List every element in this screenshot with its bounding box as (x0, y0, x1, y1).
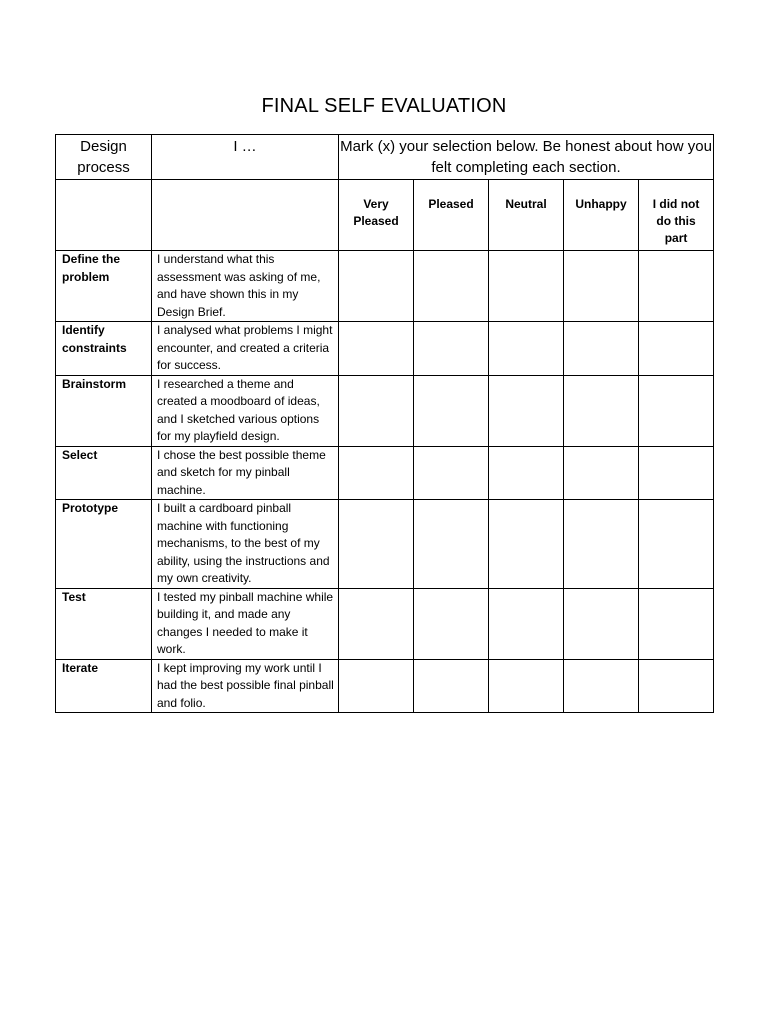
mark-cell-did-not-do[interactable] (639, 251, 714, 322)
stage-label: Identify constraints (56, 322, 152, 376)
rating-header-did-not-do: I did not do this part (639, 180, 714, 251)
table-row (56, 375, 714, 446)
mark-cell-unhappy[interactable] (564, 500, 639, 589)
table-row (56, 588, 714, 659)
design-process-header: Design process (56, 135, 152, 180)
mark-cell-pleased[interactable] (414, 659, 489, 713)
mark-cell-unhappy[interactable] (564, 251, 639, 322)
mark-cell-neutral[interactable] (489, 446, 564, 500)
mark-cell-did-not-do[interactable] (639, 659, 714, 713)
self-evaluation-table (55, 134, 714, 713)
mark-cell-neutral[interactable] (489, 500, 564, 589)
mark-cell-very-pleased[interactable] (339, 322, 414, 376)
mark-cell-neutral[interactable] (489, 322, 564, 376)
table-row (56, 659, 714, 713)
mark-cell-pleased[interactable] (414, 322, 489, 376)
stage-description: I built a cardboard pinball machine with functioning mechanisms, to the best of my ability, using the instructions and my own creativity. (152, 500, 339, 589)
mark-cell-did-not-do[interactable] (639, 375, 714, 446)
stage-description: I researched a theme and created a moodboard of ideas, and I sketched various options for my playfield design. (152, 375, 339, 446)
header-row (56, 135, 714, 180)
stage-description: I kept improving my work until I had the best possible final pinball and folio. (152, 659, 339, 713)
mark-cell-very-pleased[interactable] (339, 375, 414, 446)
rating-header-row (56, 180, 714, 251)
page-title: FINAL SELF EVALUATION (261, 95, 507, 117)
mark-cell-pleased[interactable] (414, 251, 489, 322)
mark-cell-did-not-do[interactable] (639, 322, 714, 376)
i-statement-header: I … (152, 135, 339, 180)
mark-cell-neutral[interactable] (489, 588, 564, 659)
empty-header-cell (152, 180, 339, 251)
table-row (56, 322, 714, 376)
mark-cell-very-pleased[interactable] (339, 588, 414, 659)
stage-description: I understand what this assessment was asking of me, and have shown this in my Design Brief. (152, 251, 339, 322)
rating-header-neutral: Neutral (489, 180, 564, 251)
stage-label: Test (56, 588, 152, 659)
mark-cell-unhappy[interactable] (564, 446, 639, 500)
table-row (56, 251, 714, 322)
mark-cell-unhappy[interactable] (564, 322, 639, 376)
mark-cell-did-not-do[interactable] (639, 446, 714, 500)
stage-label: Define the problem (56, 251, 152, 322)
stage-label: Brainstorm (56, 375, 152, 446)
instruction-header: Mark (x) your selection below. Be honest about how you felt completing each section. (339, 135, 714, 180)
rating-header-very-pleased: Very Pleased (339, 180, 414, 251)
table-row (56, 500, 714, 589)
mark-cell-unhappy[interactable] (564, 375, 639, 446)
mark-cell-did-not-do[interactable] (639, 588, 714, 659)
stage-label: Select (56, 446, 152, 500)
mark-cell-neutral[interactable] (489, 375, 564, 446)
mark-cell-neutral[interactable] (489, 659, 564, 713)
empty-header-cell (56, 180, 152, 251)
mark-cell-pleased[interactable] (414, 588, 489, 659)
mark-cell-very-pleased[interactable] (339, 500, 414, 589)
mark-cell-pleased[interactable] (414, 500, 489, 589)
mark-cell-pleased[interactable] (414, 375, 489, 446)
rating-header-unhappy: Unhappy (564, 180, 639, 251)
rating-header-pleased: Pleased (414, 180, 489, 251)
stage-label: Iterate (56, 659, 152, 713)
mark-cell-unhappy[interactable] (564, 659, 639, 713)
stage-description: I tested my pinball machine while building it, and made any changes I needed to make it work. (152, 588, 339, 659)
mark-cell-unhappy[interactable] (564, 588, 639, 659)
stage-description: I chose the best possible theme and sketch for my pinball machine. (152, 446, 339, 500)
mark-cell-neutral[interactable] (489, 251, 564, 322)
mark-cell-very-pleased[interactable] (339, 446, 414, 500)
table-row (56, 446, 714, 500)
stage-description: I analysed what problems I might encounter, and created a criteria for success. (152, 322, 339, 376)
mark-cell-very-pleased[interactable] (339, 251, 414, 322)
mark-cell-very-pleased[interactable] (339, 659, 414, 713)
mark-cell-pleased[interactable] (414, 446, 489, 500)
stage-label: Prototype (56, 500, 152, 589)
mark-cell-did-not-do[interactable] (639, 500, 714, 589)
